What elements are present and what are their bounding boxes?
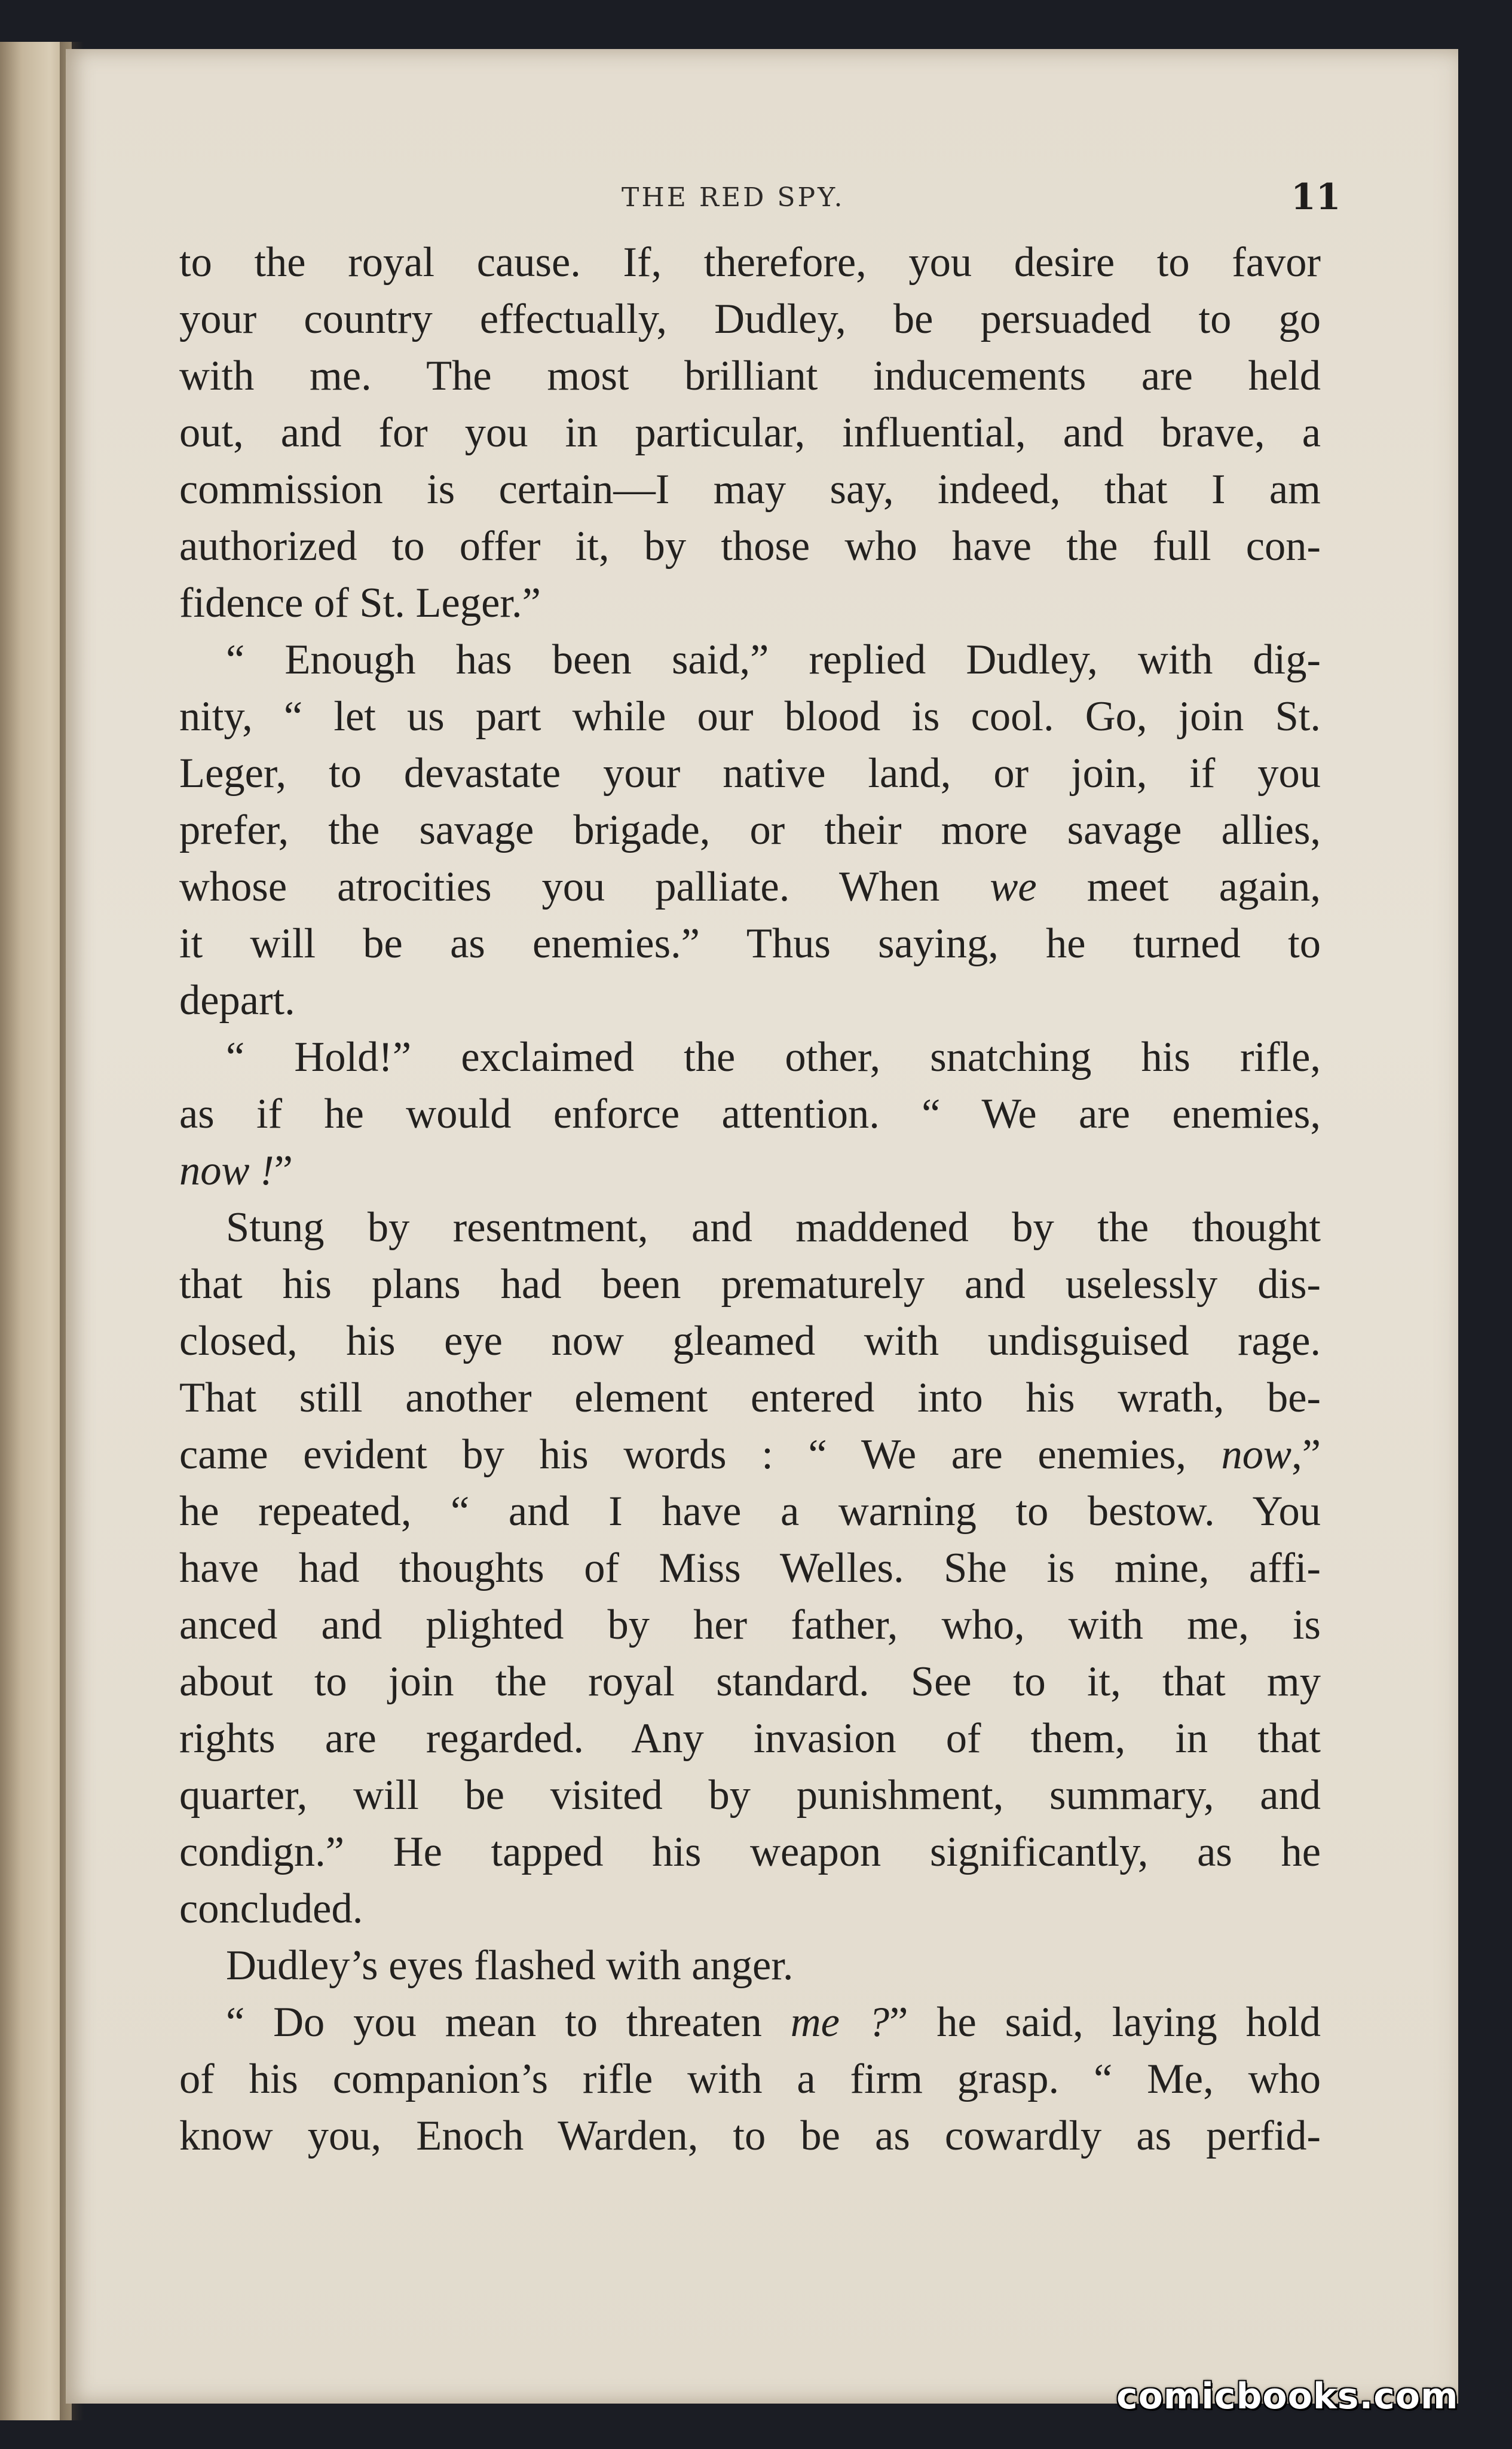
text-line xyxy=(179,1029,1321,1086)
text-line xyxy=(179,1199,1321,1256)
text-segment: fidence of St. Leger.” xyxy=(179,580,541,626)
page-number: 11 xyxy=(1291,176,1341,218)
text-line xyxy=(179,632,1321,688)
text-segment: quarter, will be visited by punishment, summary, and xyxy=(179,1772,1321,1819)
text-segment: that his plans had been prematurely and uselessly dis- xyxy=(179,1261,1321,1308)
text-line xyxy=(179,2108,1321,2165)
italic-text: now xyxy=(1221,1431,1292,1478)
text-line xyxy=(179,972,1321,1029)
text-segment: rights are regarded. Any invasion of them, in that xyxy=(179,1715,1321,1762)
text-line xyxy=(179,461,1321,518)
text-segment: to the royal cause. If, therefore, you desire to favor xyxy=(179,239,1321,286)
text-line xyxy=(179,575,1321,632)
watermark: comicbooks.com xyxy=(1116,2375,1459,2417)
text-segment: out, and for you in particular, influential, and brave, a xyxy=(179,409,1321,456)
text-line xyxy=(179,291,1321,348)
text-segment: came evident by his words : “ We are enemies, xyxy=(179,1431,1222,1478)
text-line xyxy=(179,1597,1321,1654)
text-line xyxy=(179,1540,1321,1597)
text-segment: whose atrocities you palliate. When xyxy=(179,864,990,910)
text-line xyxy=(179,1937,1321,1994)
text-line xyxy=(179,1086,1321,1143)
text-line xyxy=(179,745,1321,802)
text-segment: Stung by resentment, and maddened by the thought xyxy=(226,1204,1321,1251)
text-line xyxy=(179,1143,1321,1199)
text-segment: depart. xyxy=(179,977,295,1024)
text-segment: ” he said, laying hold xyxy=(889,1999,1321,2046)
text-line xyxy=(179,1654,1321,1710)
text-line xyxy=(179,1370,1321,1426)
text-segment: That still another element entered into his wrath, be- xyxy=(179,1374,1321,1421)
running-head: THE RED SPY. xyxy=(622,182,845,213)
text-segment: condign.” He tapped his weapon significantly, as he xyxy=(179,1829,1321,1875)
text-line xyxy=(179,916,1321,972)
text-segment: nity, “ let us part while our blood is cool. Go, join St. xyxy=(179,693,1321,740)
text-line xyxy=(179,1881,1321,1937)
text-segment: “ Do you mean to threaten xyxy=(226,1999,791,2046)
text-segment: concluded. xyxy=(179,1885,363,1932)
text-line xyxy=(179,2051,1321,2108)
text-segment: meet again, xyxy=(1036,864,1321,910)
text-line xyxy=(179,518,1321,575)
text-segment: ,” xyxy=(1291,1431,1321,1478)
text-segment: it will be as enemies.” Thus saying, he turned to xyxy=(179,920,1321,967)
italic-text: now ! xyxy=(179,1147,274,1194)
text-line xyxy=(179,1426,1321,1483)
text-segment: know you, Enoch Warden, to be as cowardly as perfid- xyxy=(179,2113,1321,2159)
text-line xyxy=(179,1767,1321,1824)
text-line xyxy=(179,802,1321,859)
text-segment: ” xyxy=(274,1147,293,1194)
text-segment: Dudley’s eyes flashed with anger. xyxy=(226,1942,794,1989)
text-segment: have had thoughts of Miss Welles. She is mine, affi- xyxy=(179,1545,1321,1591)
text-segment: about to join the royal standard. See to it, that my xyxy=(179,1658,1321,1705)
text-segment: he repeated, “ and I have a warning to bestow. You xyxy=(179,1488,1321,1535)
text-segment: with me. The most brilliant inducements are held xyxy=(179,353,1321,399)
text-line xyxy=(179,688,1321,745)
text-segment: “ Hold!” exclaimed the other, snatching his rifle, xyxy=(226,1034,1321,1080)
body-text xyxy=(179,234,1321,2165)
italic-text: we xyxy=(990,864,1037,910)
text-segment: “ Enough has been said,” replied Dudley, with dig- xyxy=(226,636,1321,683)
text-segment: closed, his eye now gleamed with undisguised rage. xyxy=(179,1318,1321,1364)
text-segment: prefer, the savage brigade, or their more savage allies, xyxy=(179,807,1321,853)
text-segment: authorized to offer it, by those who have the full con- xyxy=(179,523,1321,570)
text-segment: anced and plighted by her father, who, with me, is xyxy=(179,1602,1321,1648)
text-line xyxy=(179,1824,1321,1881)
text-segment: Leger, to devastate your native land, or join, if you xyxy=(179,750,1321,797)
text-segment: of his companion’s rifle with a firm grasp. “ Me, who xyxy=(179,2056,1321,2102)
text-line xyxy=(179,1710,1321,1767)
text-segment: as if he would enforce attention. “ We are enemies, xyxy=(179,1091,1321,1137)
text-segment: your country effectually, Dudley, be persuaded to go xyxy=(179,296,1321,342)
italic-text: me ? xyxy=(790,1999,890,2046)
text-line xyxy=(179,1256,1321,1313)
text-line xyxy=(179,1994,1321,2051)
text-line xyxy=(179,234,1321,291)
text-line xyxy=(179,405,1321,461)
text-line xyxy=(179,1313,1321,1370)
text-line xyxy=(179,348,1321,405)
text-line xyxy=(179,1483,1321,1540)
text-segment: commission is certain—I may say, indeed, that I am xyxy=(179,466,1321,513)
text-line xyxy=(179,859,1321,916)
